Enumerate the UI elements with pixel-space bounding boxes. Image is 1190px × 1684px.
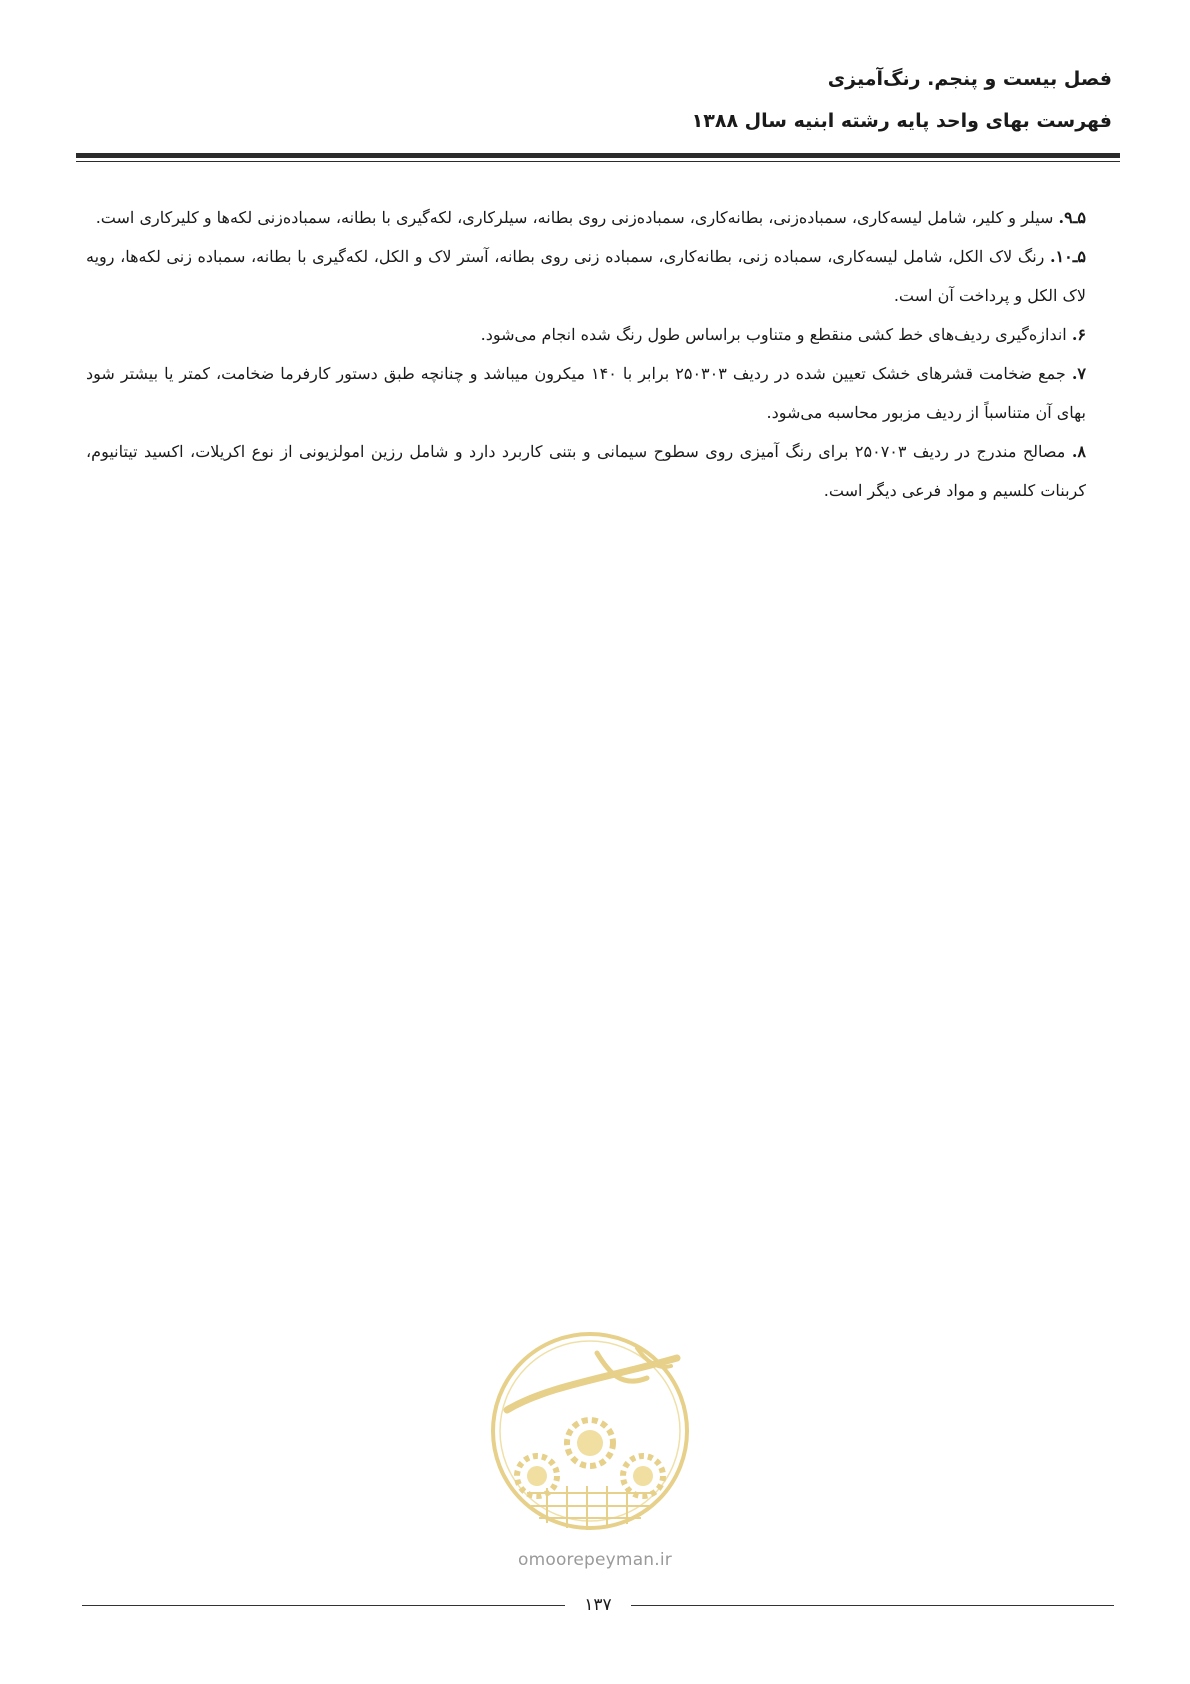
page-header [72,58,1112,142]
grid-graphic [527,1486,653,1530]
paragraph-number: ۵ـ۹. [1058,208,1086,227]
paragraph-text: مصالح مندرج در ردیف ۲۵۰۷۰۳ برای رنگ آمیزی روی سطوح سیمانی و بتنی کاربرد دارد و شامل رزین امولزیونی از نوع اکریلات، اکسید تیتانیوم، کربنات کلسیم و مواد فرعی دیگر است. [86,442,1086,500]
paragraph-number: ۸. [1071,442,1086,461]
paragraph-text: سیلر و کلیر، شامل لیسه‌کاری، سمباده‌زنی، بطانه‌کاری، سمباده‌زنی روی بطانه، سیلرکاری، لکه‌گیری با بطانه، سمباده‌زنی لکه‌ها و کلیرکاری است. [95,208,1059,227]
paragraph-text: جمع ضخامت قشرهای خشک تعیین شده در ردیف ۲۵۰۳۰۳ برابر با ۱۴۰ میکرون میباشد و چنانچه طبق دستور کارفرما ضخامت، کمتر یا بیشتر شود بهای آن متناسباً از ردیف مزبور محاسبه می‌شود. [86,364,1086,422]
paragraph-text: اندازه‌گیری ردیف‌های خط کشی منقطع و متناوب براساس طول رنگ شده انجام می‌شود. [480,325,1072,344]
paragraph-6 [86,315,1086,354]
paragraph-number: ۷. [1071,364,1086,383]
page-number: ۱۳۷ [584,1595,612,1615]
paragraph-5-9 [86,198,1086,237]
paragraph-number: ۶. [1071,325,1086,344]
watermark-logo-graphic [487,1328,693,1534]
footer-rule-right [631,1605,1114,1606]
gear-icon [567,1420,613,1466]
book-title: فهرست بهای واحد پایه رشته ابنیه سال ۱۳۸۸ [691,110,1112,132]
footer-rule-left [82,1605,565,1606]
paragraph-7 [86,354,1086,432]
chapter-title: فصل بیست و پنجم. رنگ‌آمیزی [827,68,1112,90]
paragraph-text: رنگ لاک الکل، شامل لیسه‌کاری، سمباده زنی، بطانه‌کاری، سمباده زنی روی بطانه، آستر لاک و الکل، لکه‌گیری با بطانه، سمباده زنی لکه‌ها، رویه لاک الکل و پرداخت آن است. [86,247,1086,305]
header-divider-thick [76,153,1120,158]
page-footer [82,1593,1114,1617]
watermark-url: omoorepeyman.ir [517,1550,673,1570]
gear-icon [517,1456,557,1496]
paragraph-number: ۵ـ۱۰. [1049,247,1086,266]
paragraph-8 [86,432,1086,510]
watermark-logo [487,1328,693,1534]
paragraph-5-10 [86,237,1086,315]
header-divider-thin [76,161,1120,162]
body-text [86,198,1086,510]
